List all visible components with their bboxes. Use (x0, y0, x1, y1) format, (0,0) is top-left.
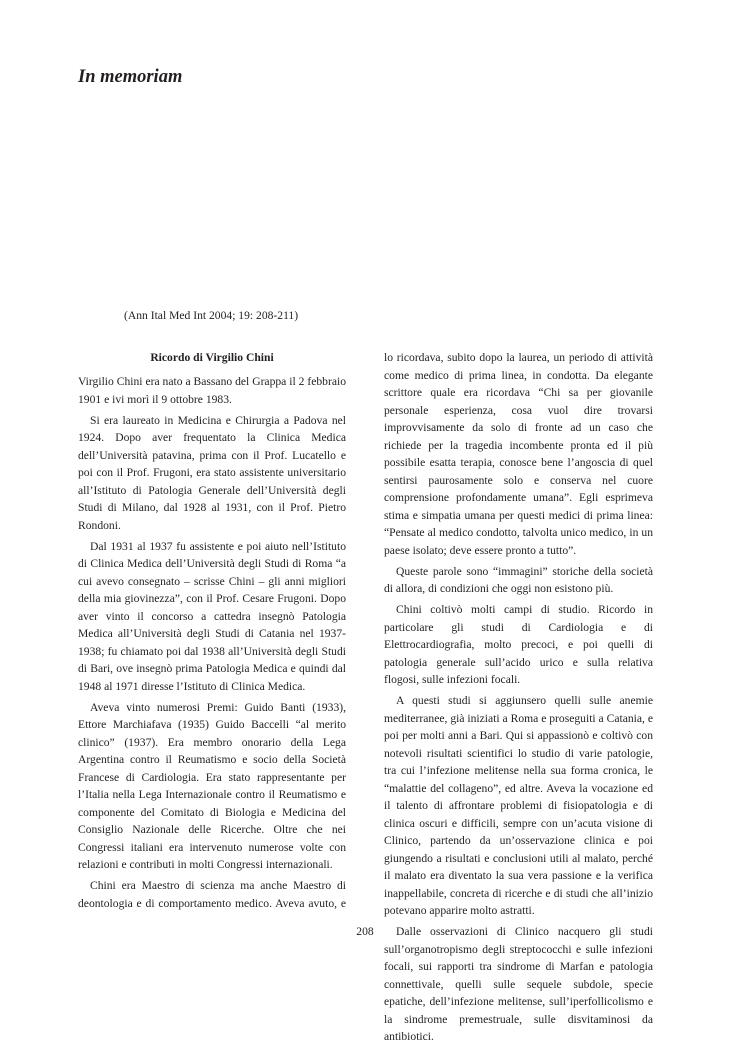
paragraph: A questi studi si aggiunsero quelli sulle anemie mediterranee, già iniziati a Roma e proseguiti a Catania, e poi per molti anni a Bari. Qui si appassionò e coltivò con notevoli risultati scientifici lo studio di varie patologie, tra cui l’infezione melitense nella sua forma cronica, le “malattie del collageno”, ed altre. Aveva la vocazione ed il talento di affrontare problemi di fisiopatologia e di clinica oscuri e difficili, sempre con un’acuta visione di Clinico, partendo da un’osservazione clinica e poi giungendo a risultati e conclusioni utili al malato, perché il malato era diventato la sua vera passione e la verifica inappellabile, concreta di ricerche e di studi che all’inizio potevano apparire molto astratti. (384, 694, 653, 918)
page-number: 208 (356, 925, 374, 938)
paragraph: Dal 1931 al 1937 fu assistente e poi aiuto nell’Istituto di Clinica Medica dell’Università degli Studi di Roma “a cui avevo consegnato – scrisse Chini – gli anni migliori della mia giovinezza”, con il Prof. Cesare Frugoni. Dopo aver vinto il concorso a cattedra insegnò Patologia Medica all’Università degli Studi di Catania nel 1937-1938; fu chiamato poi dal 1938 all’Università degli Studi di Bari, ove insegnò prima Patologia Medica e quindi dal 1948 al 1971 diresse l’Istituto di Clinica Medica. (78, 539, 346, 693)
article-title: Ricordo di Virgilio Chini (150, 351, 274, 364)
paragraph: Queste parole sono “immagini” storiche della società di allora, di condizioni che oggi non esistono più. (384, 564, 653, 596)
journal-citation: (Ann Ital Med Int 2004; 19: 208-211) (124, 309, 299, 322)
paragraph: Chini coltivò molti campi di studio. Ricordo in particolare gli studi di Cardiologia e di Elettrocardiografia, molto precoci, e poi quelli di patologia generale sull’acido urico e sulla relativa flogosi, sulle infezioni focali. (384, 603, 653, 687)
paragraph: Dalle osservazioni di Clinico nacquero gli studi sull’organotropismo degli streptococchi e sulle infezioni focali, sui rapporti tra sindrome di Marfan e patologia connettivale, quelli sulle sequele subdole, specie epatiche, dell’infezione melitense, sull’iperfollicolismo e la sindrome premestruale, sulle disvitaminosi da antibiotici. (384, 925, 653, 1044)
paragraph: Virgilio Chini era nato a Bassano del Grappa il 2 febbraio 1901 e ivi morì il 9 ottobre 1983. (78, 375, 346, 406)
left-column (78, 349, 346, 916)
paragraph: Aveva vinto numerosi Premi: Guido Banti (1933), Ettore Marchiafava (1935) Guido Baccelli “al merito clinico” (1937). Era membro onorario della Lega Argentina contro il Reumatismo e socio della Società Francese di Cardiologia. Era stato rappresentante per l’Italia nella Lega Internazionale contro il Reumatismo e componente del Comitato di Biologia e Medicina del Consiglio Nazionale delle Ricerche. Oltre che nei Congressi italiani era intervenuto numerose volte con relazioni e contributi in molti Congressi internazionali. (78, 700, 346, 872)
section-title: In memoriam (78, 67, 183, 87)
paragraph-continuation: lo ricordava, subito dopo la laurea, un periodo di attività come medico di prima linea, in condotta. Da elegante scrittore quale era ricordava “Chi sa per giovanile personale esperienza, cosa vuol dire trovarsi improvvisamente da solo di fronte ad un caso che richiede per la tragedia incombente pronta ed il più possibile esatta terapia, conosce bene l’angoscia di quel sentirsi paurosamente solo e conserva nel cuore comprensione profondamente umana”. Egli esprimeva stima e simpatia umana per questi medici di prima linea: “Pensate al medico condotto, talvolta unico medico, in un paese isolato; deve essere pronto a tutto”. (384, 351, 653, 557)
right-column (384, 349, 653, 1049)
paragraph: Si era laureato in Medicina e Chirurgia a Padova nel 1924. Dopo aver frequentato la Clinica Medica dell’Università patavina, prima con il Prof. Lucatello e poi con il Prof. Frugoni, era stato assistente universitario all’Istituto di Patologia Generale dell’Università degli Studi di Milano, dal 1928 al 1931, con il Prof. Pietro Rondoni. (78, 413, 346, 532)
paragraph-continued: Chini era Maestro di scienza ma anche Maestro di deontologia e di comportamento medico. Aveva avuto, e (78, 879, 346, 910)
